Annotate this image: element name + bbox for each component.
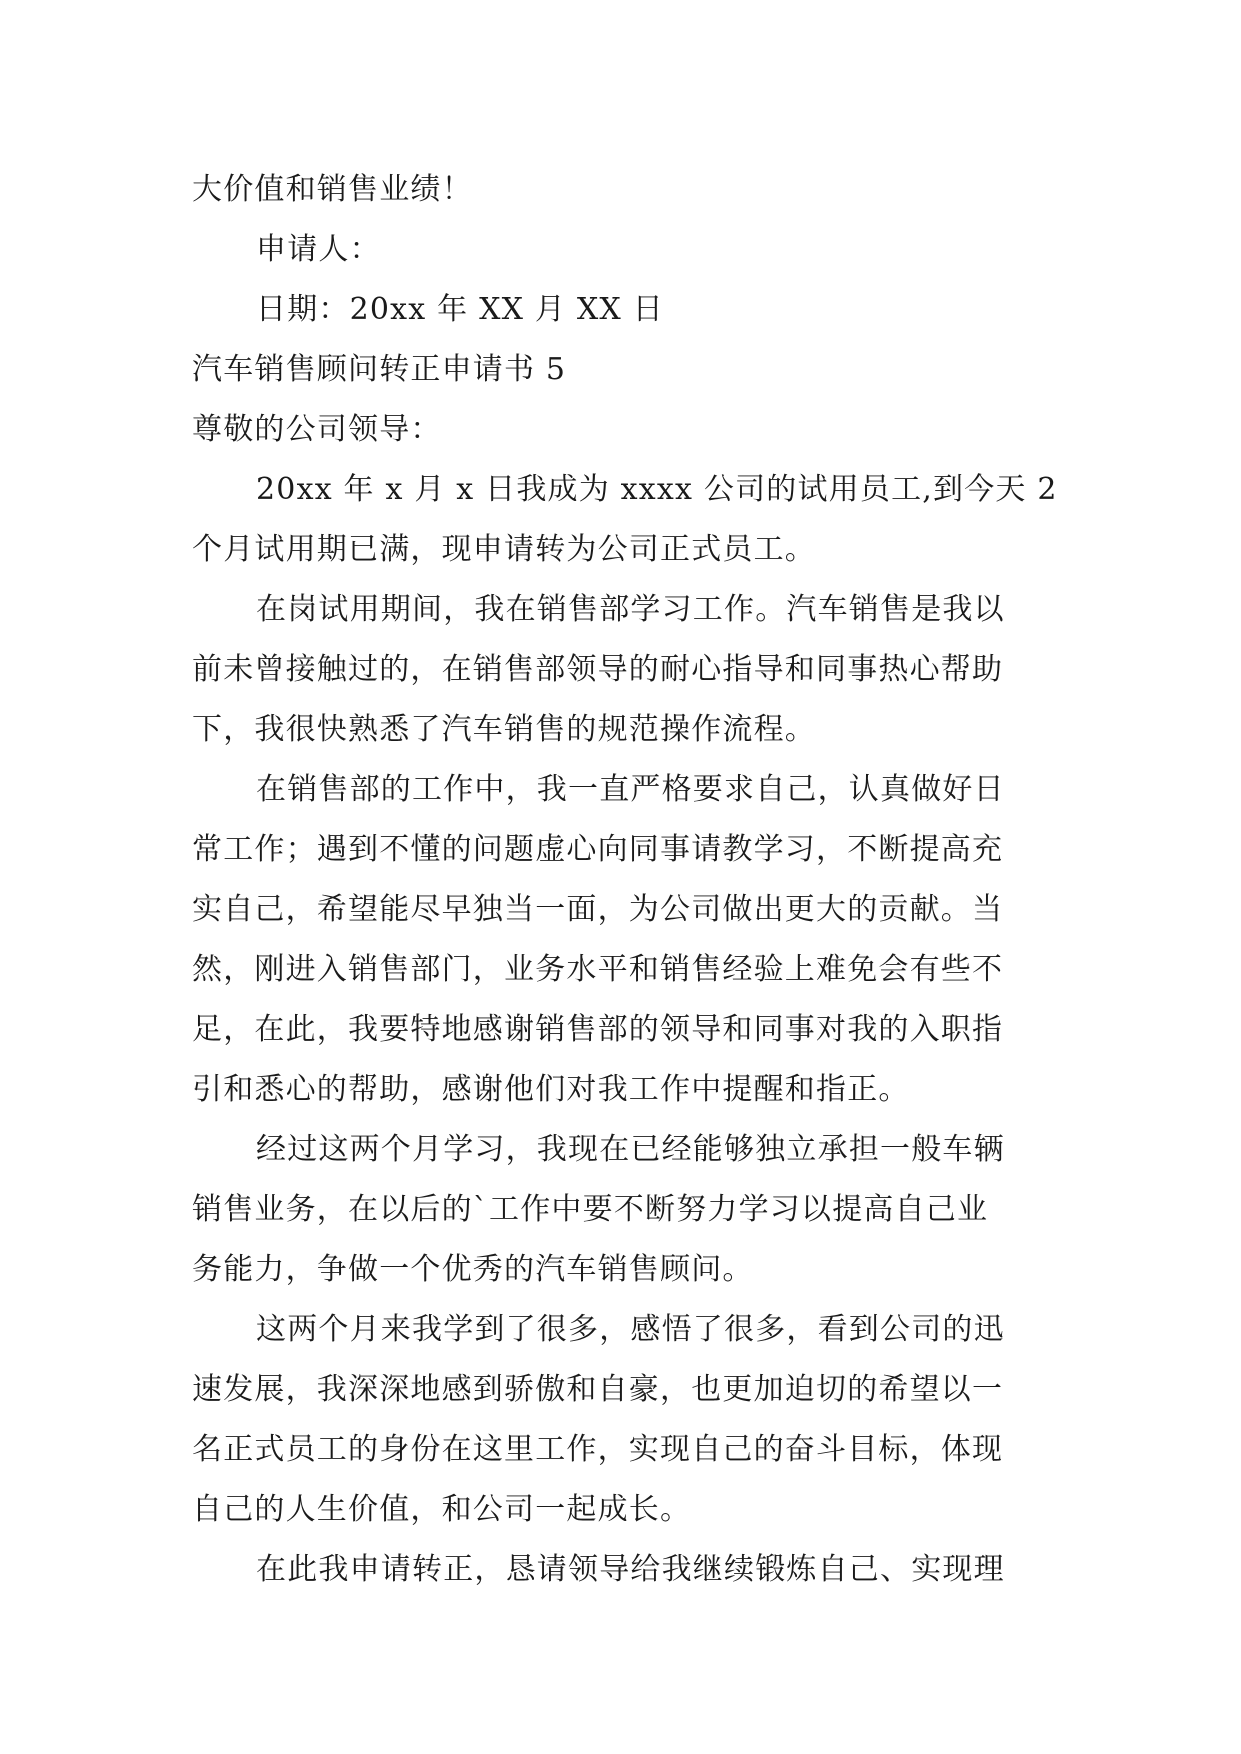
paragraph-5-line: 自己的人生价值，和公司一起成长。 [192,1492,692,1527]
paragraph-5-line: 名正式员工的身份在这里工作，实现自己的奋斗目标，体现 [192,1432,1004,1467]
date-line: 日期：20xx 年 XX 月 XX 日 [256,292,664,327]
applicant-line: 申请人： [256,232,381,267]
paragraph-4-line: 务能力，争做一个优秀的汽车销售顾问。 [192,1252,754,1287]
paragraph-3-line: 然，刚进入销售部门，业务水平和销售经验上难免会有些不 [192,952,1004,987]
paragraph-3-line: 足，在此，我要特地感谢销售部的领导和同事对我的入职指 [192,1012,1004,1047]
paragraph-3-line: 常工作；遇到不懂的问题虚心向同事请教学习，不断提高充 [192,832,1004,867]
salutation: 尊敬的公司领导： [192,412,442,447]
paragraph-2-line: 前未曾接触过的，在销售部领导的耐心指导和同事热心帮助 [192,652,1004,687]
paragraph-3-line: 实自己，希望能尽早独当一面，为公司做出更大的贡献。当 [192,892,1004,927]
paragraph-5-line: 这两个月来我学到了很多，感悟了很多，看到公司的迅 [256,1312,1005,1347]
paragraph-4-line: 销售业务，在以后的`工作中要不断努力学习以提高自己业 [192,1192,989,1227]
paragraph-2-line: 在岗试用期间，我在销售部学习工作。汽车销售是我以 [256,592,1005,627]
paragraph-6-line: 在此我申请转正，恳请领导给我继续锻炼自己、实现理 [256,1552,1005,1587]
paragraph-3-line: 在销售部的工作中，我一直严格要求自己，认真做好日 [256,772,1005,807]
paragraph-2-line: 下，我很快熟悉了汽车销售的规范操作流程。 [192,712,816,747]
document-title: 汽车销售顾问转正申请书 5 [192,352,567,387]
paragraph-1-line: 个月试用期已满，现申请转为公司正式员工。 [192,532,816,567]
text-line: 大价值和销售业绩！ [192,172,473,207]
document-body [192,160,1058,1600]
paragraph-1-line: 20xx 年 x 月 x 日我成为 xxxx 公司的试用员工,到今天 2 [256,472,1058,507]
paragraph-3-line: 引和悉心的帮助，感谢他们对我工作中提醒和指正。 [192,1072,910,1107]
paragraph-4-line: 经过这两个月学习，我现在已经能够独立承担一般车辆 [256,1132,1005,1167]
paragraph-5-line: 速发展，我深深地感到骄傲和自豪，也更加迫切的希望以一 [192,1372,1004,1407]
